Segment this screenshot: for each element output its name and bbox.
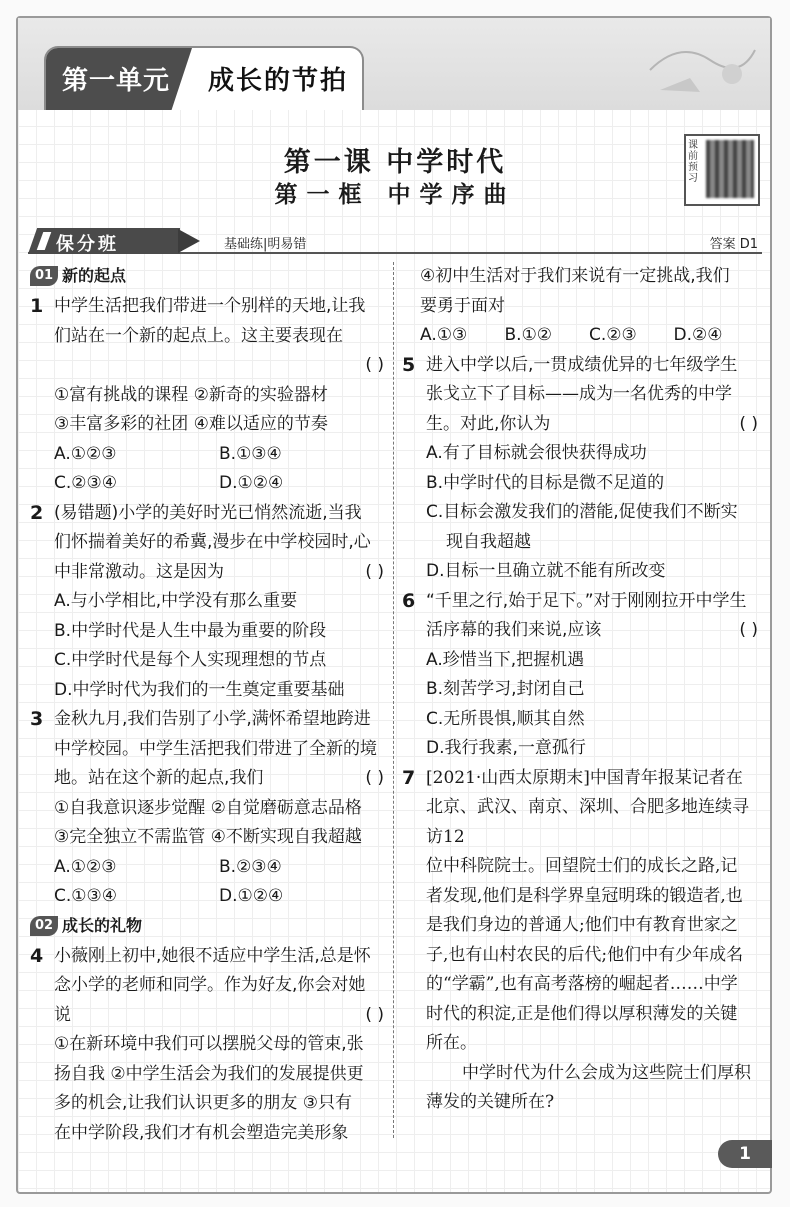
question-number: 3: [30, 708, 44, 730]
question-text: 念小学的老师和同学。作为好友,你会对她: [54, 975, 366, 995]
option[interactable]: C.中学时代是每个人实现理想的节点: [54, 650, 327, 670]
option[interactable]: A.有了目标就会很快获得成功: [426, 443, 647, 463]
lesson-title: 第一课 中学时代: [283, 147, 507, 178]
question-text: 子,也有山村农民的后代;他们中有少年成名: [426, 944, 744, 965]
question-text: 中非常激动。这是因为: [54, 561, 224, 582]
question-text: 中学生活把我们带进一个别样的天地,让我: [54, 296, 366, 316]
statement: ①富有挑战的课程 ②新奇的实验器材: [54, 384, 328, 405]
option-row: [420, 321, 758, 351]
bar-subtitle: 基础练|明易错: [224, 237, 307, 252]
answer-reference: 答案 D1: [709, 237, 758, 252]
section-header: [30, 912, 384, 940]
option-continued: 现自我超越: [446, 531, 531, 552]
question-2: [30, 499, 384, 706]
statement: 要勇于面对: [420, 295, 505, 316]
question-text: 中学校园。中学生活把我们带进了全新的境: [54, 738, 377, 759]
question-text: 地。站在这个新的起点,我们: [54, 768, 264, 788]
question-text: 活序幕的我们来说,应该: [426, 620, 602, 640]
question-text: 们怀揣着美好的希冀,漫步在中学校园时,心: [54, 532, 371, 552]
option[interactable]: A.①②③: [54, 856, 117, 877]
question-prompt: 中学时代为什么会成为这些院士们厚积: [462, 1062, 751, 1083]
option[interactable]: A.与小学相比,中学没有那么重要: [54, 591, 298, 611]
question-number: 4: [30, 944, 44, 967]
option[interactable]: A.①②③: [54, 443, 117, 464]
column-divider: [393, 262, 394, 1138]
question-4-continued: [402, 262, 758, 351]
statement: ④初中生活对于我们来说有一定挑战,我们: [420, 266, 730, 286]
question-text: 北京、武汉、南京、深圳、合肥多地连续寻访12: [426, 797, 749, 847]
left-column: [30, 262, 384, 1148]
bar-tag-label: 保分班: [56, 234, 119, 255]
question-7: [402, 764, 758, 1118]
option[interactable]: C.无所畏惧,顺其自然: [426, 708, 585, 729]
question-text: (易错题)小学的美好时光已悄然流逝,当我: [54, 502, 362, 523]
option[interactable]: A.珍惜当下,把握机遇: [426, 649, 585, 670]
statement: 扬自我 ②中学生活会为我们的发展提供更: [54, 1063, 364, 1084]
option[interactable]: C.目标会激发我们的潜能,促使我们不断实: [426, 502, 738, 522]
answer-blank[interactable]: ( ): [365, 355, 384, 375]
section-header: [30, 262, 384, 290]
question-text: 位中科院院士。回望院士们的成长之路,记: [426, 856, 738, 876]
option[interactable]: B.①③④: [219, 443, 282, 464]
question-5: [402, 351, 758, 587]
statement: 多的机会,让我们认识更多的朋友 ③只有: [54, 1093, 353, 1113]
qr-code-icon: [706, 140, 754, 198]
question-prompt: 薄发的关键所在?: [426, 1092, 555, 1112]
answer-blank[interactable]: ( ): [365, 768, 384, 788]
option[interactable]: D.目标一旦确立就不能有所改变: [426, 561, 666, 581]
question-text: 所在。: [426, 1033, 477, 1053]
option[interactable]: B.中学时代是人生中最为重要的阶段: [54, 620, 327, 641]
arrow-right-icon: [178, 229, 200, 253]
page-number: 1: [718, 1140, 772, 1168]
option[interactable]: C.②③④: [54, 473, 117, 493]
option[interactable]: B.②③④: [219, 856, 282, 877]
question-number: 2: [30, 501, 44, 524]
question-text: 的“学霸”,也有高考落榜的崛起者……中学: [426, 974, 738, 994]
statement: ①在新环境中我们可以摆脱父母的管束,张: [54, 1034, 364, 1054]
question-number: 1: [30, 295, 44, 317]
option[interactable]: D.②④: [673, 325, 723, 345]
lesson-subtitle: 第一框 中学序曲: [274, 181, 516, 208]
answer-blank[interactable]: ( ): [739, 413, 758, 434]
option[interactable]: B.刻苦学习,封闭自己: [426, 679, 585, 699]
option[interactable]: C.②③: [589, 325, 637, 345]
section-title: 新的起点: [62, 266, 127, 286]
option[interactable]: A.①③: [420, 325, 468, 345]
question-number: 5: [402, 353, 416, 376]
statement: ③丰富多彩的社团 ④难以适应的节奏: [54, 414, 328, 434]
statement: ①自我意识逐步觉醒 ②自觉磨砺意志品格: [54, 797, 362, 818]
qr-code-box[interactable]: [684, 134, 760, 206]
question-text: 生。对此,你认为: [426, 413, 551, 434]
option-row: [54, 440, 384, 470]
question-number: 6: [402, 589, 416, 612]
option[interactable]: C.①③④: [54, 886, 117, 906]
answer-blank[interactable]: ( ): [365, 1004, 384, 1025]
unit-title: 成长的节拍: [208, 66, 349, 96]
unit-tab: [44, 46, 364, 110]
question-text: 说: [54, 1004, 71, 1025]
option[interactable]: D.①②④: [219, 473, 284, 493]
right-column: [402, 262, 758, 1118]
answer-blank[interactable]: ( ): [739, 620, 758, 640]
statement: 在中学阶段,我们才有机会塑造完美形象: [54, 1122, 349, 1143]
option[interactable]: D.我行我素,一意孤行: [426, 738, 586, 758]
option-row: [54, 882, 384, 912]
question-number: 7: [402, 766, 416, 789]
option[interactable]: D.中学时代为我们的一生奠定重要基础: [54, 679, 345, 700]
qr-label: 课前预习: [688, 140, 698, 184]
unit-number: 第一单元: [62, 66, 171, 96]
question-text: 者发现,他们是科学界皇冠明珠的锻造者,也: [426, 885, 743, 906]
question-6: [402, 587, 758, 764]
question-text: 们站在一个新的起点上。这主要表现在: [54, 325, 343, 346]
question-text: 进入中学以后,一贯成绩优异的七年级学生: [426, 354, 738, 375]
question-text: 金秋九月,我们告别了小学,满怀希望地跨进: [54, 709, 371, 729]
answer-blank[interactable]: ( ): [365, 561, 384, 582]
option[interactable]: B.①②: [504, 325, 553, 345]
question-1: [30, 292, 384, 499]
option[interactable]: B.中学时代的目标是微不足道的: [426, 472, 665, 493]
question-text: 小薇刚上初中,她很不适应中学生活,总是怀: [54, 945, 371, 966]
section-number: 02: [30, 916, 58, 936]
statement: ③完全独立不需监管 ④不断实现自我超越: [54, 827, 362, 847]
question-3: [30, 705, 384, 912]
section-bar: [28, 228, 762, 254]
question-4: [30, 942, 384, 1149]
question-text: 是我们身边的普通人;他们中有教育世家之: [426, 915, 738, 935]
question-text: 时代的积淀,正是他们得以厚积薄发的关键: [426, 1003, 738, 1024]
question-text: “千里之行,始于足下。”对于刚刚拉开中学生: [426, 590, 747, 611]
decorative-illustration: [640, 30, 760, 100]
question-text: [2021·山西太原期末]中国青年报某记者在: [426, 767, 743, 788]
question-text: 张戈立下了目标——成为一名优秀的中学: [426, 384, 732, 404]
option-row: [54, 469, 384, 499]
option[interactable]: D.①②④: [219, 886, 284, 906]
section-number: 01: [30, 266, 58, 286]
section-title: 成长的礼物: [62, 915, 143, 935]
option-row: [54, 853, 384, 883]
